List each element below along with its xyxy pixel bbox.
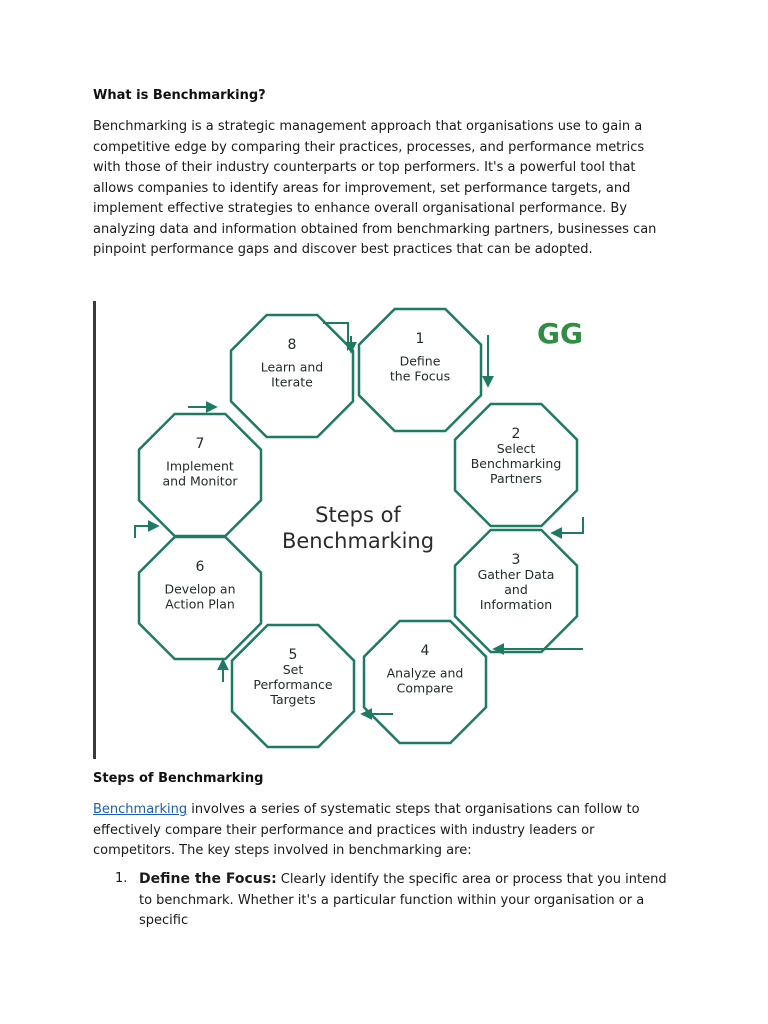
step-label-line: Set bbox=[282, 662, 304, 677]
step-label-line: Action Plan bbox=[165, 596, 235, 612]
step-label-line: Performance bbox=[253, 677, 333, 692]
step-label-line: and Monitor bbox=[162, 473, 238, 489]
steps-list bbox=[93, 869, 673, 932]
list-number: 1. bbox=[115, 871, 128, 886]
step-octagon-8 bbox=[231, 315, 353, 437]
list-term: Define the Focus: bbox=[139, 871, 277, 887]
step-label-line: Targets bbox=[270, 692, 316, 707]
cycle-arrow-7 bbox=[135, 526, 155, 538]
step-number: 8 bbox=[287, 337, 297, 353]
step-label-line: Iterate bbox=[271, 374, 313, 390]
step-label-line: Analyze and bbox=[386, 665, 464, 681]
step-label-line: and bbox=[504, 582, 528, 597]
step-octagon-2 bbox=[455, 404, 577, 526]
step-number: 1 bbox=[415, 331, 425, 347]
step-octagon-3 bbox=[455, 530, 577, 652]
step-label-line: Select bbox=[496, 441, 536, 456]
section-heading-what-is-benchmarking: What is Benchmarking? bbox=[93, 88, 266, 103]
step-label-line: Learn and bbox=[260, 359, 324, 375]
section-heading-steps: Steps of Benchmarking bbox=[93, 771, 264, 786]
step-label-line: Implement bbox=[166, 458, 234, 474]
steps-intro-text: involves a series of systematic steps that organisations can follow to effectively compare their performance and practices with industry leaders or competitors. The key steps involved in benchmarking are: bbox=[93, 802, 640, 858]
step-number: 3 bbox=[511, 552, 521, 568]
cycle-arrow-3 bbox=[555, 517, 583, 533]
center-title-line2: Benchmarking bbox=[281, 529, 435, 553]
step-label-line: Gather Data bbox=[477, 567, 555, 582]
step-label-line: Partners bbox=[490, 471, 542, 486]
step-number: 2 bbox=[511, 426, 521, 442]
step-label-line: the Focus bbox=[389, 368, 451, 384]
step-octagon-5 bbox=[232, 625, 354, 747]
step-label-line: Benchmarking bbox=[470, 456, 562, 471]
gfg-logo bbox=[537, 317, 583, 350]
step-number: 6 bbox=[195, 559, 205, 575]
step-number: 4 bbox=[420, 643, 430, 659]
intro-paragraph: Benchmarking is a strategic management approach that organisations use to gain a competitive edge by comparing their practices, processes, and performance metrics with those of their industry counterparts or top performers. It's a powerful tool that allows companies to identify areas for improvement, set performance targets, and implement effective strategies to enhance overall organisational performance. By analyzing data and information obtained from benchmarking partners, businesses can pinpoint performance gaps and discover best practices that can be adopted. bbox=[93, 119, 657, 257]
list-text: Clearly identify the specific area or process that you intend to benchmark. Whether it's a particular function within your organisation or a specific bbox=[139, 872, 667, 928]
logo-text: GG bbox=[537, 317, 583, 350]
step-octagon-6 bbox=[139, 537, 261, 659]
steps-diagram bbox=[93, 301, 603, 759]
step-octagon-4 bbox=[364, 621, 486, 743]
step-label-line: Define bbox=[399, 353, 441, 369]
list-item bbox=[93, 869, 673, 932]
step-octagon-1 bbox=[359, 309, 481, 431]
step-label-line: Develop an bbox=[164, 581, 236, 597]
step-octagon-7 bbox=[139, 414, 261, 536]
steps-of-benchmarking-figure bbox=[93, 301, 603, 759]
step-number: 5 bbox=[288, 647, 298, 663]
step-label-line: Compare bbox=[396, 680, 454, 696]
steps-intro-paragraph bbox=[93, 800, 673, 862]
center-title-line1: Steps of bbox=[315, 503, 401, 527]
benchmarking-link[interactable]: Benchmarking bbox=[93, 802, 188, 817]
step-label-line: Information bbox=[479, 597, 553, 612]
step-number: 7 bbox=[195, 436, 205, 452]
